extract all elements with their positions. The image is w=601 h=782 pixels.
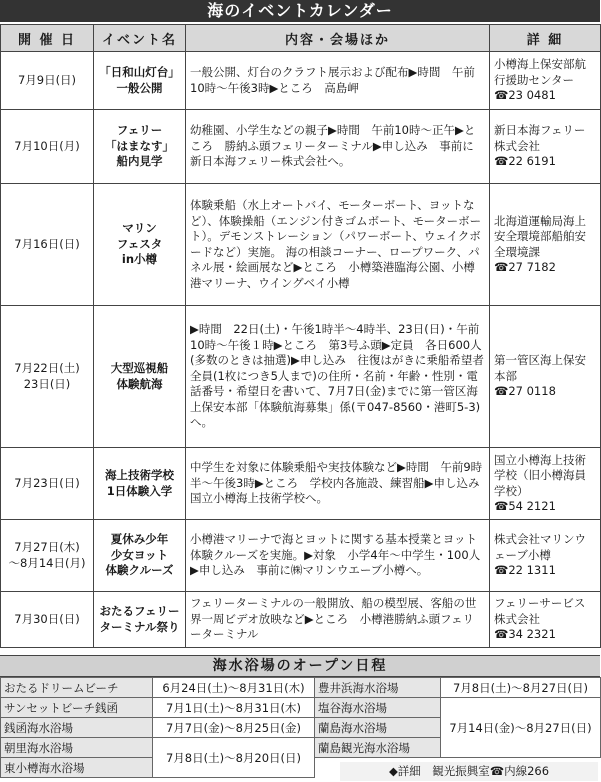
event-date: 7月23日(日) xyxy=(1,448,94,520)
event-name: 「日和山灯台」 一般公開 xyxy=(94,52,186,110)
event-date: 7月10日(月) xyxy=(1,110,94,184)
contact-org: フェリーサービス株式会社 xyxy=(494,596,586,626)
beach-name: 蘭島観光海水浴場 xyxy=(315,738,441,758)
contact-phone: ☎23 0481 xyxy=(494,88,556,103)
table-row xyxy=(1,678,601,698)
event-date: 7月30日(日) xyxy=(1,592,94,648)
event-contact xyxy=(490,306,601,448)
table-row xyxy=(1,592,601,648)
event-contact xyxy=(490,52,601,110)
event-content: ▶時間 22日(土)・午後1時半～4時半、23日(日)・午前10時～午後１時▶ところ 第3号ふ頭▶定員 各日600人(多数のときは抽選)▶申し込み 往復はがきに乗船希望者全員(1枚につき5人まで)の住所・名前・年齢・性別・電話番号・希望日を書いて、7月7日(金)までに第一管区海上保安本部「体験航海募集」係(〒047-8560・港町5-3)へ。 xyxy=(186,306,490,448)
table-row xyxy=(1,306,601,448)
beach-contact-note: ◆詳細 観光振興室☎内線266 xyxy=(340,762,598,781)
contact-org: 国立小樽海上技術学校（旧小樽海員学校） xyxy=(494,452,586,498)
beach-name: 朝里海水浴場 xyxy=(1,738,153,758)
event-name: フェリー 「はまなす」 船内見学 xyxy=(94,110,186,184)
event-content: 幼稚園、小学生などの親子▶時間 午前10時～正午▶ところ 勝納ふ頭フェリーターミナル▶申し込み 事前に新日本海フェリー株式会社へ。 xyxy=(186,110,490,184)
header-event: イベント名 xyxy=(94,25,186,52)
table-header-row xyxy=(1,25,601,52)
contact-org: 北海道運輸局海上安全環境部船舶安全環境課 xyxy=(494,213,586,259)
beach-name: おたるドリームビーチ xyxy=(1,678,153,698)
event-contact xyxy=(490,110,601,184)
beach-period: 7月8日(土)～8月20日(日) xyxy=(153,738,315,778)
beach-period: 7月8日(土)～8月27日(日) xyxy=(441,678,601,698)
table-row xyxy=(1,448,601,520)
event-contact xyxy=(490,184,601,306)
contact-phone: ☎22 6191 xyxy=(494,154,556,169)
contact-phone: ☎27 0118 xyxy=(494,384,556,399)
contact-org: 株式会社マリンウェーブ小樽 xyxy=(494,532,586,562)
event-content: 小樽港マリーナで海とヨットに関する基本授業とヨット体験クルーズを実施。▶対象 小学4年～中学生・100人▶申し込み 事前に㈱マリンウエーブ小樽へ。 xyxy=(186,520,490,592)
header-content: 内容・会場ほか xyxy=(186,25,490,52)
page-title: 海のイベントカレンダー xyxy=(0,0,600,22)
event-date: 7月22日(土) 23日(日) xyxy=(1,306,94,448)
table-row xyxy=(1,184,601,306)
table-row xyxy=(1,110,601,184)
event-name: 海上技術学校 1日体験入学 xyxy=(94,448,186,520)
beach-name: 蘭島海水浴場 xyxy=(315,718,441,738)
event-date: 7月27日(木) ～8月14日(月) xyxy=(1,520,94,592)
event-table xyxy=(0,24,601,648)
event-date: 7月9日(日) xyxy=(1,52,94,110)
beach-period: 6月24日(土)～8月31日(木) xyxy=(153,678,315,698)
table-row xyxy=(1,52,601,110)
beach-period: 7月14日(金)～8月27日(日) xyxy=(441,698,601,758)
event-name: マリン フェスタ in小樽 xyxy=(94,184,186,306)
contact-phone: ☎22 1311 xyxy=(494,563,556,578)
beach-period: 7月1日(土)～8月31日(木) xyxy=(153,698,315,718)
beach-section-title: 海水浴場のオープン日程 xyxy=(0,655,600,677)
contact-phone: ☎34 2321 xyxy=(494,627,556,642)
contact-phone: ☎27 7182 xyxy=(494,260,556,274)
event-content: 体験乗船（水上オートバイ、モーターボート、ヨットなど）、体験操船（エンジン付きゴムボート、モーターボート）。デモンストレーション（パワーボート、ウェイクボードなど）実施。 海の相談コーナー、ロープワーク、パネル展・絵画展など▶ところ 小樽築港臨海公園、小樽港マリーナ、ウイングベイ小樽 xyxy=(186,184,490,306)
event-contact xyxy=(490,520,601,592)
event-content: フェリーターミナルの一般開放、船の模型展、客船の世界一周ビデオ放映など▶ところ 小樽港勝納ふ頭フェリーターミナル xyxy=(186,592,490,648)
contact-org: 新日本海フェリー株式会社 xyxy=(494,123,586,153)
event-contact xyxy=(490,592,601,648)
table-row xyxy=(1,520,601,592)
beach-name: 東小樽海水浴場 xyxy=(1,758,153,778)
beach-name: 豊井浜海水浴場 xyxy=(315,678,441,698)
event-contact xyxy=(490,448,601,520)
event-content: 一般公開、灯台のクラフト展示および配布▶時間 午前10時～午後3時▶ところ 高島岬 xyxy=(186,52,490,110)
beach-name: サンセットビーチ銭函 xyxy=(1,698,153,718)
event-name: 大型巡視船 体験航海 xyxy=(94,306,186,448)
contact-org: 小樽海上保安部航行援助センター xyxy=(494,57,586,87)
beach-period: 7月7日(金)～8月25日(金) xyxy=(153,718,315,738)
header-date: 開 催 日 xyxy=(1,25,94,52)
event-name: 夏休み少年 少女ヨット 体験クルーズ xyxy=(94,520,186,592)
event-date: 7月16日(日) xyxy=(1,184,94,306)
beach-name: 塩谷海水浴場 xyxy=(315,698,441,718)
table-row xyxy=(1,698,601,718)
contact-org: 第一管区海上保安本部 xyxy=(494,353,586,383)
header-detail: 詳 細 xyxy=(490,25,601,52)
beach-name: 銭函海水浴場 xyxy=(1,718,153,738)
event-name: おたるフェリー ターミナル祭り xyxy=(94,592,186,648)
contact-phone: ☎54 2121 xyxy=(494,499,556,513)
event-content: 中学生を対象に体験乗船や実技体験など▶時間 午前9時半～午後3時▶ところ 学校内各施設、練習船▶申し込み 国立小樽海上技術学校へ。 xyxy=(186,448,490,520)
